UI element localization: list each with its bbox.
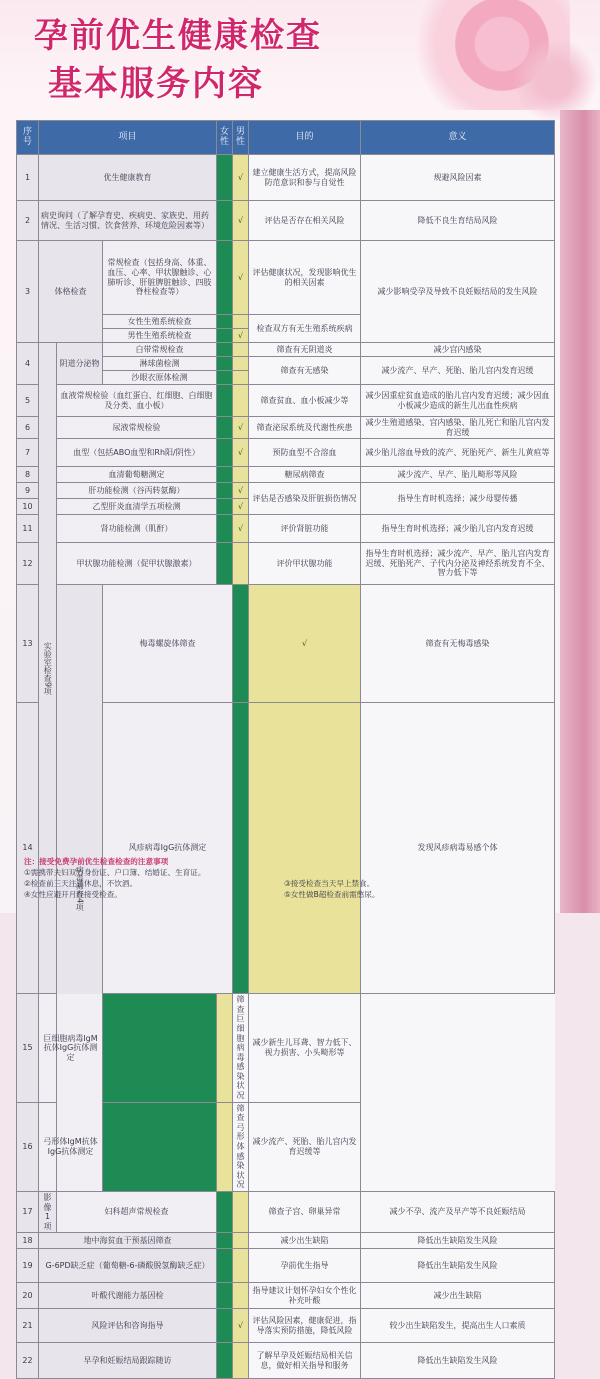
row-item: 弓形体IgM抗体IgG抗体测定 (39, 1102, 103, 1191)
female-cell (217, 543, 233, 585)
row-meaning: 降低不良生育结局风险 (361, 201, 555, 241)
header-item: 项目 (39, 121, 217, 155)
table-row (17, 515, 555, 543)
row-item: G-6PD缺乏症（葡萄糖-6-磷酸脱氢酶缺乏症） (39, 1249, 217, 1283)
male-check: √ (249, 585, 361, 703)
table-row (17, 343, 555, 357)
row-purpose: 筛查巨细胞病毒感染状况 (233, 994, 249, 1103)
female-cell (217, 201, 233, 241)
row-no: 22 (17, 1343, 39, 1379)
row-no: 8 (17, 467, 39, 483)
row-purpose: 评估健康状况，发现影响优生的相关因素 (249, 241, 361, 315)
table-row (17, 1343, 555, 1379)
row-purpose: 指导建议计划怀孕妇女个性化补充叶酸 (249, 1283, 361, 1309)
female-cell (217, 329, 233, 343)
female-cell (217, 515, 233, 543)
row-purpose: 筛查有无梅毒感染 (361, 585, 555, 703)
lab-group: 实验室检查9项 (39, 343, 57, 994)
male-cell (217, 1102, 233, 1191)
table-row (17, 543, 555, 585)
row-item: 妇科超声常规检查 (57, 1192, 217, 1233)
row-purpose: 筛查弓形体感染状况 (233, 1102, 249, 1191)
female-cell (217, 343, 233, 357)
table-row (17, 1102, 555, 1191)
female-cell (217, 1309, 233, 1343)
notes (24, 856, 544, 900)
row-no: 10 (17, 499, 39, 515)
male-cell (233, 343, 249, 357)
row-no: 14 (17, 703, 39, 994)
row-item: 尿液常规检验 (57, 417, 217, 439)
row-no: 5 (17, 385, 39, 417)
row-no: 20 (17, 1283, 39, 1309)
row-item: 巨细胞病毒IgM抗体IgG抗体测定 (39, 994, 103, 1103)
row-meaning: 减少新生儿耳聋、智力低下、视力损害、小头畸形等 (249, 994, 361, 1103)
female-cell (103, 994, 217, 1103)
row-meaning: 减少出生缺陷 (361, 1283, 555, 1309)
table-row (17, 483, 555, 499)
title-line-1: 孕前优生健康检查 (34, 16, 322, 56)
rose-decoration-small (510, 40, 600, 120)
row-purpose: 筛查子宫、卵巢异常 (249, 1192, 361, 1233)
row-item: 血型（包括ABO血型和Rh阳/阴性） (57, 439, 217, 467)
row-item: 梅毒螺旋体筛查 (103, 585, 233, 703)
row-meaning: 规避风险因素 (361, 155, 555, 201)
row-item: 血液常规检验（血红蛋白、红细胞、白细胞及分类、血小板） (57, 385, 217, 417)
female-cell (233, 703, 249, 994)
row-no: 9 (17, 483, 39, 499)
female-cell (217, 439, 233, 467)
male-cell (233, 1233, 249, 1249)
header-purpose: 目的 (249, 121, 361, 155)
row-item: 淋球菌检测 (103, 357, 217, 371)
table-row (17, 585, 555, 703)
row-item: 叶酸代谢能力基因检 (39, 1283, 217, 1309)
male-check: √ (233, 155, 249, 201)
row-purpose: 评估风险因素，健康促进，指导落实预防措施，降低风险 (249, 1309, 361, 1343)
row-no: 6 (17, 417, 39, 439)
male-check: √ (233, 1309, 249, 1343)
row-meaning: 减少流产、死胎、胎儿宫内发育迟缓等 (249, 1102, 361, 1191)
male-check: √ (233, 201, 249, 241)
row-no: 7 (17, 439, 39, 467)
row-purpose: 筛查有无感染 (249, 357, 361, 385)
row-purpose: 建立健康生活方式，提高风险防范意识和参与自觉性 (249, 155, 361, 201)
row-no: 17 (17, 1192, 39, 1233)
female-cell (217, 467, 233, 483)
row-item: 肾功能检测（肌酐） (57, 515, 217, 543)
male-cell (233, 371, 249, 385)
row-meaning: 较少出生缺陷发生，提高出生人口素质 (361, 1309, 555, 1343)
male-check: √ (233, 241, 249, 315)
row-item: 沙眼衣原体检测 (103, 371, 217, 385)
row-no: 21 (17, 1309, 39, 1343)
notes-heading: 注：接受免费孕前优生检查检查的注意事项 (24, 857, 169, 866)
male-cell (233, 1249, 249, 1283)
male-cell (233, 385, 249, 417)
male-cell (233, 1283, 249, 1309)
female-cell (217, 155, 233, 201)
row-purpose: 评估是否感染及肝脏损伤情况 (249, 483, 361, 515)
table-row (17, 1309, 555, 1343)
row-purpose: 糖尿病筛查 (249, 467, 361, 483)
male-cell (233, 1343, 249, 1379)
row-no: 2 (17, 201, 39, 241)
row-purpose: 检查双方有无生殖系统疾病 (249, 315, 361, 343)
row-purpose: 筛查有无阴道炎 (249, 343, 361, 357)
header-female: 女性 (217, 121, 233, 155)
side-band (560, 110, 600, 913)
table-row (17, 1283, 555, 1309)
male-check: √ (233, 439, 249, 467)
row-no: 12 (17, 543, 39, 585)
row-item: 甲状腺功能检测（促甲状腺激素） (57, 543, 217, 585)
row-purpose: 了解早孕及妊娠结局相关信息，做好相关指导和服务 (249, 1343, 361, 1379)
male-cell (249, 703, 361, 994)
table-row (17, 155, 555, 201)
row-no: 19 (17, 1249, 39, 1283)
female-cell (217, 417, 233, 439)
female-cell (217, 1233, 233, 1249)
male-check: √ (233, 515, 249, 543)
header-male: 男性 (233, 121, 249, 155)
female-cell (217, 315, 233, 329)
row-no: 4 (17, 343, 39, 385)
row-item: 肝功能检测（谷丙转氨酶） (57, 483, 217, 499)
notes-row-3 (24, 889, 544, 900)
row-item: 女性生殖系统检查 (103, 315, 217, 329)
row-no: 3 (17, 241, 39, 343)
row-meaning: 指导生育时机选择；减少胎儿宫内发育迟缓 (361, 515, 555, 543)
row-meaning: 指导生育时机选择；减少母婴传播 (361, 483, 555, 515)
male-cell (233, 357, 249, 371)
row-purpose: 评价肾脏功能 (249, 515, 361, 543)
row-meaning: 指导生育时机选择；减少流产、早产、胎儿宫内发育迟缓、死胎死产、子代内分泌及神经系统发育不全、智力低下等 (361, 543, 555, 585)
row-item: 男性生殖系统检查 (103, 329, 217, 343)
table-row (17, 201, 555, 241)
header-no: 序号 (17, 121, 39, 155)
row-purpose: 筛查贫血、血小板减少等 (249, 385, 361, 417)
row-meaning: 降低出生缺陷发生风险 (361, 1249, 555, 1283)
row-item: 白带常规检查 (103, 343, 217, 357)
row-item: 常规检查（包括身高、体重、血压、心率、甲状腺触诊、心肺听诊、肝脏脾脏触诊、四肢脊柱检查等） (103, 241, 217, 315)
male-cell (217, 994, 233, 1103)
row-no: 11 (17, 515, 39, 543)
row-item: 地中海贫血干预基因筛查 (39, 1233, 217, 1249)
table-header (17, 121, 555, 155)
table-row (17, 467, 555, 483)
female-cell (233, 585, 249, 703)
table-row (17, 1192, 555, 1233)
female-cell (217, 1343, 233, 1379)
row-purpose: 筛查泌尿系统及代谢性疾患 (249, 417, 361, 439)
table-row (17, 241, 555, 315)
row-purpose: 减少出生缺陷 (249, 1233, 361, 1249)
row-item: 风疹病毒IgG抗体测定 (103, 703, 233, 994)
female-cell (217, 385, 233, 417)
row-no: 15 (17, 994, 39, 1103)
male-check: √ (233, 499, 249, 515)
male-cell (233, 1192, 249, 1233)
row-purpose: 评价甲状腺功能 (249, 543, 361, 585)
row-meaning: 减少影响受孕及导致不良妊娠结局的发生风险 (361, 241, 555, 343)
table-row (17, 1249, 555, 1283)
note-3: ③接受检查当天早上禁食。 (284, 879, 375, 888)
table-row (17, 1233, 555, 1249)
header-meaning: 意义 (361, 121, 555, 155)
row-purpose: 孕前优生指导 (249, 1249, 361, 1283)
note-4: ④女性应避开月经接受检查。 (24, 890, 122, 899)
row-meaning: 减少因重症贫血造成的胎儿宫内发育迟缓；减少因血小板减少造成的新生儿出血性疾病 (361, 385, 555, 417)
female-cell (217, 499, 233, 515)
row-meaning: 减少宫内感染 (361, 343, 555, 357)
male-cell (233, 315, 249, 329)
female-cell (217, 357, 233, 371)
row-meaning: 减少流产、早产、胎儿畸形等风险 (361, 467, 555, 483)
male-check: √ (233, 417, 249, 439)
male-cell (233, 467, 249, 483)
row-item: 乙型肝炎血清学五项检测 (57, 499, 217, 515)
row-group: 阴道分泌物 (57, 343, 103, 385)
title-line-2: 基本服务内容 (48, 64, 264, 104)
row-group: 体格检查 (39, 241, 103, 343)
row-no: 1 (17, 155, 39, 201)
table-row (17, 417, 555, 439)
female-cell (217, 371, 233, 385)
row-meaning: 减少胎儿溶血导致的流产、死胎死产、新生儿黄疸等 (361, 439, 555, 467)
table-row (17, 439, 555, 467)
male-cell (233, 543, 249, 585)
row-meaning: 降低出生缺陷发生风险 (361, 1343, 555, 1379)
note-1: ①需携带夫妇双方身份证、户口簿、结婚证、生育证。 (24, 868, 206, 877)
row-purpose: 评估是否存在相关风险 (249, 201, 361, 241)
table-row (17, 385, 555, 417)
note-2: ②检查前三天注意休息，不饮酒。 (24, 879, 138, 888)
imaging-group: 影像1项 (39, 1192, 57, 1233)
row-meaning: 减少流产、早产、死胎、胎儿宫内发育迟缓 (361, 357, 555, 385)
row-no: 13 (17, 585, 39, 703)
page-title (34, 12, 322, 108)
row-meaning: 减少生殖道感染、宫内感染、胎儿死亡和胎儿宫内发育迟缓 (361, 417, 555, 439)
female-cell (217, 241, 233, 315)
female-cell (217, 1283, 233, 1309)
male-check: √ (233, 483, 249, 499)
row-no: 18 (17, 1233, 39, 1249)
female-cell (103, 1102, 217, 1191)
female-cell (217, 483, 233, 499)
row-meaning: 减少不孕、流产及早产等不良妊娠结局 (361, 1192, 555, 1233)
note-5: ⑤女性做B超检查前需憋尿。 (284, 890, 380, 899)
screen-group: 病毒筛查4项 (57, 585, 103, 1192)
male-check: √ (233, 329, 249, 343)
row-item: 早孕和妊娠结局跟踪随访 (39, 1343, 217, 1379)
row-purpose: 预防血型不合溶血 (249, 439, 361, 467)
row-item: 优生健康教育 (39, 155, 217, 201)
row-no: 16 (17, 1102, 39, 1191)
table-row (17, 994, 555, 1103)
row-item: 病史询问（了解孕育史、疾病史、家族史、用药情况、生活习惯、饮食营养、环境危险因素等） (39, 201, 217, 241)
service-table (16, 120, 555, 1379)
female-cell (217, 1249, 233, 1283)
row-meaning: 降低出生缺陷发生风险 (361, 1233, 555, 1249)
female-cell (217, 1192, 233, 1233)
row-purpose: 发现风疹病毒易感个体 (361, 703, 555, 994)
row-item: 血清葡萄糖测定 (57, 467, 217, 483)
notes-row-2 (24, 878, 544, 889)
row-item: 风险评估和咨询指导 (39, 1309, 217, 1343)
